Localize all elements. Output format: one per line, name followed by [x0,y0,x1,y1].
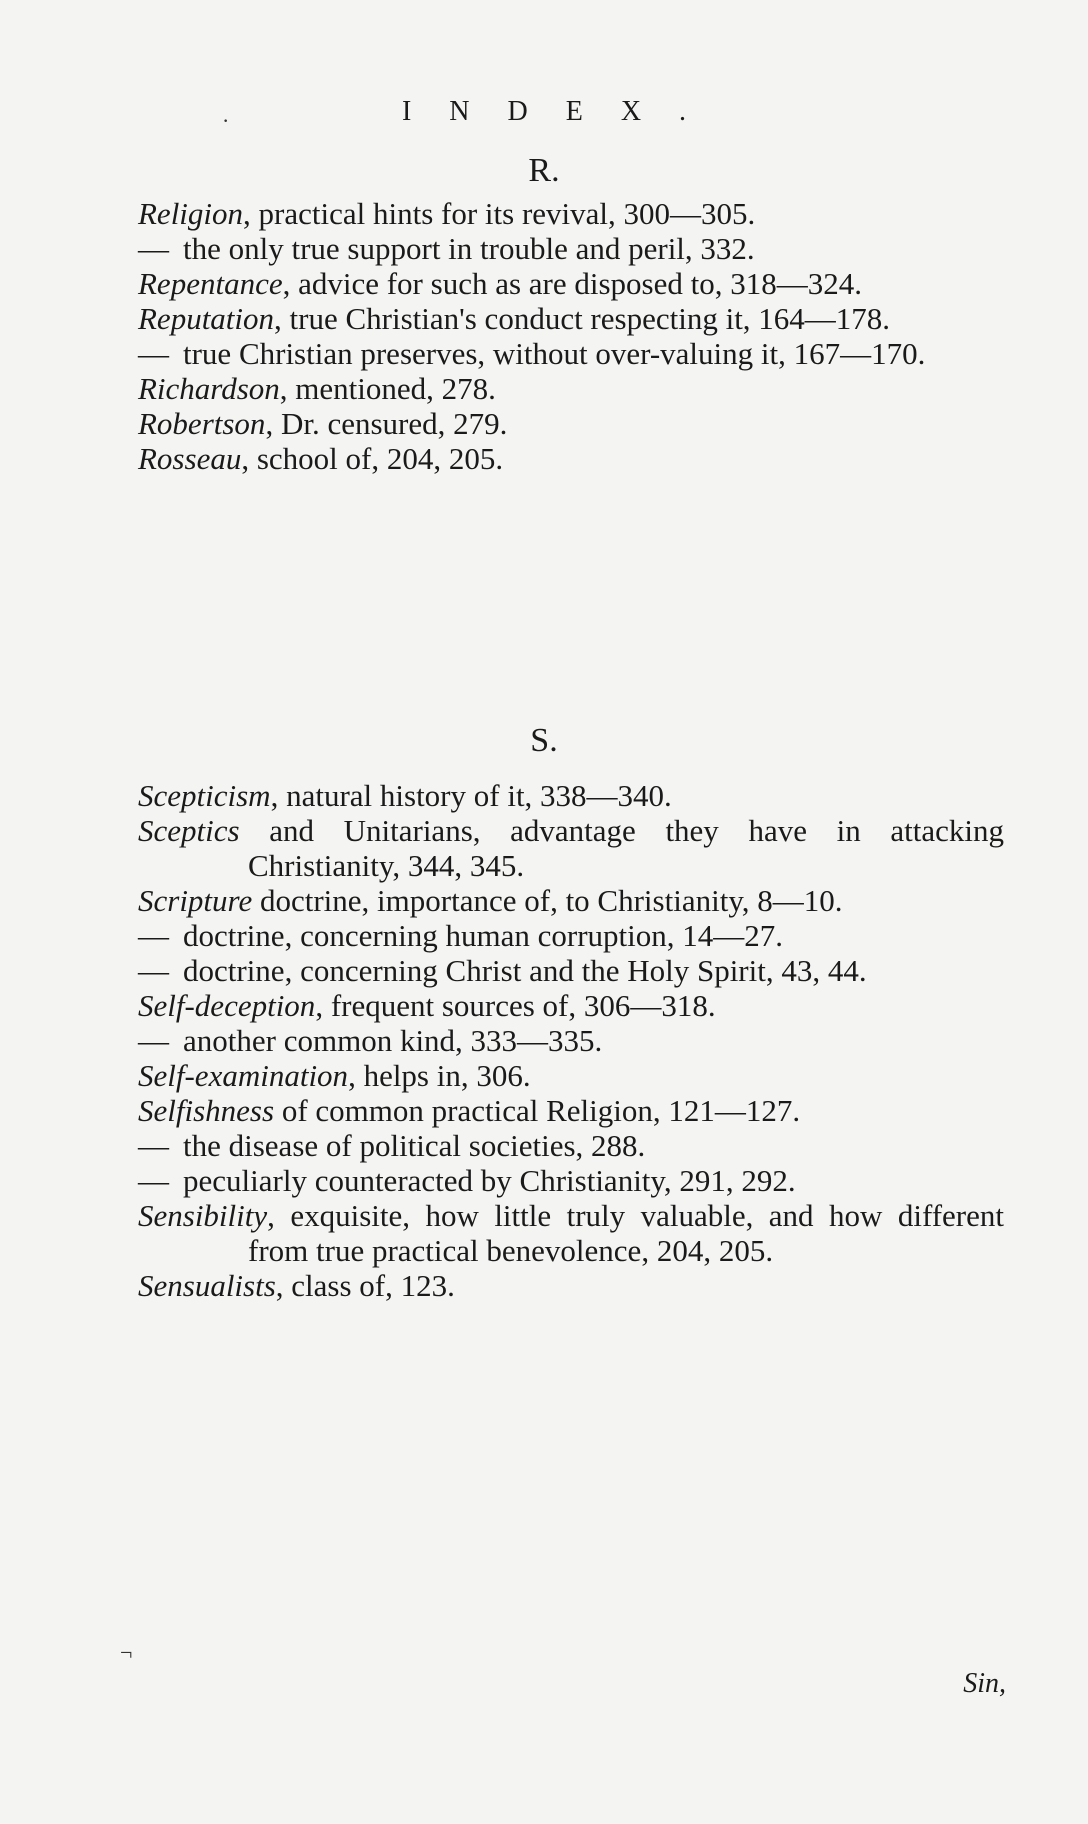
entry-term: Religion [138,196,244,231]
entry-text: , advice for such as are disposed to, 318—324. [282,266,862,301]
entry-text: , practical hints for its revival, 300—305. [243,196,756,231]
entry-term: Sceptics [138,813,240,848]
index-entry [138,371,1004,406]
entry-term: Sensibility [138,1198,268,1233]
entry-text: , frequent sources of, 306—318. [315,988,716,1023]
entry-term: Sensualists [138,1268,276,1303]
entry-text: , school of, 204, 205. [241,441,504,476]
entry-text: , true Christian's conduct respecting it, 164—178. [274,301,891,336]
entry-dash: — [138,918,169,953]
entry-text: , mentioned, 278. [279,371,496,406]
index-entry [138,988,1004,1023]
section-s-entries [138,778,1004,1303]
entry-dash: — [138,336,169,371]
index-subentry [138,1023,1004,1058]
index-subentry [138,231,1004,266]
index-entry [138,406,1004,441]
entry-dash: — [138,231,169,266]
entry-term: Self-examination [138,1058,349,1093]
entry-term: Reputation [138,301,275,336]
entry-text: of common practical Religion, 121—127. [274,1093,801,1128]
entry-term: Robertson [138,406,266,441]
stray-ink-mark: · [222,108,230,133]
entry-text: , exquisite, how little truly valuable, and how different from true practical benevolence, 204, 205. [248,1198,1004,1268]
entry-term: Rosseau [138,441,242,476]
index-entry [138,441,1004,476]
entry-term: Scepticism [138,778,271,813]
index-subentry [138,1163,1004,1198]
running-head: INDEX. [401,96,725,127]
entry-text: and Unitarians, advantage they have in attacking Christianity, 344, 345. [239,813,1004,883]
entry-text: , Dr. censured, 279. [265,406,508,441]
entry-term: Richardson [138,371,280,406]
index-subentry [138,336,1004,371]
entry-text: doctrine, concerning human corruption, 14—27. [183,918,784,953]
entry-term: Selfishness [138,1093,275,1128]
entry-term: Repentance [138,266,283,301]
index-entry [138,196,1004,231]
entry-text: , helps in, 306. [348,1058,531,1093]
entry-term: Self-deception [138,988,316,1023]
stray-ink-mark: ¬ [120,1640,133,1665]
index-entry [138,266,1004,301]
entry-text: true Christian preserves, without over-valuing it, 167—170. [183,336,926,371]
entry-text: , class of, 123. [275,1268,455,1303]
section-r-entries [138,196,1004,476]
index-entry [138,778,1004,813]
section-letter-r: R. [528,152,560,189]
entry-dash: — [138,1023,169,1058]
index-entry [138,813,1004,883]
entry-text: another common kind, 333—335. [183,1023,603,1058]
entry-text: , natural history of it, 338—340. [270,778,672,813]
entry-text: doctrine, importance of, to Christianity, 8—10. [252,883,843,918]
entry-text: doctrine, concerning Christ and the Holy Spirit, 43, 44. [183,953,867,988]
index-entry [138,1058,1004,1093]
index-entry [138,301,1004,336]
section-letter-s: S. [530,722,558,759]
entry-dash: — [138,1128,169,1163]
entry-text: the disease of political societies, 288. [183,1128,646,1163]
index-subentry [138,953,1004,988]
entry-text: the only true support in trouble and peril, 332. [183,231,755,266]
entry-dash: — [138,1163,169,1198]
index-entry [138,1093,1004,1128]
entry-term: Scripture [138,883,253,918]
index-entry [138,1268,1004,1303]
index-subentry [138,1128,1004,1163]
index-subentry [138,918,1004,953]
catchword: Sin, [963,1668,1006,1699]
index-entry [138,883,1004,918]
entry-text: peculiarly counteracted by Christianity, 291, 292. [183,1163,796,1198]
index-entry [138,1198,1004,1268]
entry-dash: — [138,953,169,988]
